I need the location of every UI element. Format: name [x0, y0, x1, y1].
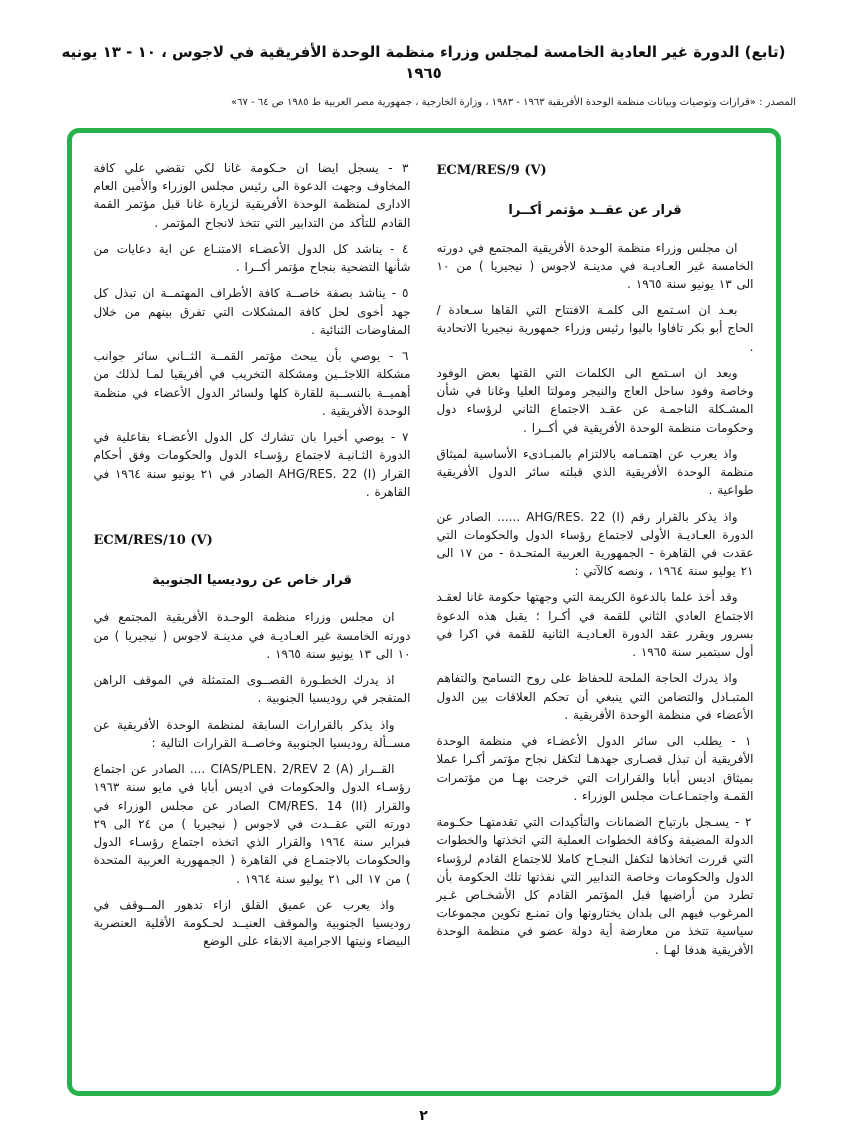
- source-line: المصدر : «قرارات وتوصيات وبيانات منظمة الوحدة الأفريقية ١٩٦٣ - ١٩٨٣ ، وزارة الخارجية ، جمهورية مصر العربية ط ١٩٨٥ ص ٦٤ - ٦٧»: [230, 97, 796, 108]
- paragraph: القــرار CIAS/PLEN. 2/REV 2 (A) .... الصادر عن اجتماع رؤسـاء الدول والحكومات في اديس أبابا في مايو سنة ١٩٦٣ والقرار CM/RES. 14 (II) الصادر عن مجلس الوزراء في دورته التي عقــدت في لاجوس ( نيجيريا ) من ٢٤ الى ٢٩ فبراير سنة ١٩٦٤ والقرار الذي اتخذه اجتماع رؤسـاء الدول والحكومات بالاجتمـاع في القاهرة ( الجمهورية العربية المتحدة ) من ١٧ الى ٢١ يوليو سنة ١٩٦٤ .: [93, 762, 411, 886]
- paragraph: ان مجلس وزراء منظمة الوحـدة الأفريقية المجتمع في دورته الخامسة غير العـاديـة في مدينـة لاجوس ( نيجيريا ) من ١٠ الى ١٣ يونيو سنة ١٩٦٥ .: [93, 610, 411, 661]
- paragraph: واذ يدرك الحاجة الملحة للحفاظ على روح التسامح والتفاهم المتبـادل والتضامن التي ينبغي أن تحكم العلاقات بين الدول الأعضاء في منظمة الوحدة الأفريقية .: [436, 671, 754, 722]
- resolution-title-southern-rhodesia: قرار خاص عن روديسيا الجنوبية: [152, 572, 352, 588]
- paragraph-point-4: ٤ - يناشد كل الدول الأعضـاء الامتنـاع عن اية دعايات من شأنها التضحية بنجاح مؤتمر أكــرا .: [93, 241, 411, 275]
- paragraph: واذ يذكر بالقرار رقم AHG/RES. 22 (I) ...... الصادر عن الدورة العـاديـة الأولى لاجتماع رؤساء الدول والحكومات التي عقدت في القاهرة - الجمهورية العربية المتحـدة - من ١٧ الى ٢١ يوليو سنة ١٩٦٤ ، ونصه كالآتي :: [436, 509, 754, 579]
- resolution-ref-ecm-res-10: ECM/RES/10 (V): [93, 532, 213, 548]
- paragraph: وبعد ان اسـتمع الى الكلمات التي القتها بعض الوفود وخاصة وفود ساحل العاج والنيجر ومولتا العليا وغانا في شأن المشـكلة الناجمـة عن عقـد الاجتماع الثاني لرؤساء دول وحكومات منظمة الوحدة الأفريقية في أكــرا .: [436, 365, 754, 435]
- paragraph: واذ يذكر بالقرارات السابقة لمنظمة الوحدة الأفريقية عن مســألة روديسيا الجنوبية وخاصــة القرارات التالية :: [93, 717, 411, 750]
- paragraph-point-2: ٢ - يسـجل بارتياح الضمانات والتأكيدات التي تقدمتهـا حكـومة الدولة المضيفة وكافة الخطوات العملية التي اتخذتها والخطوات التي قررت اتخاذها لتكفل النجـاح كاملا للاجتماع القادم لرؤساء الدول والحكومات وخاصة التدابير التي نفذتها تلك الحكومة بأن تطرد من أراضيها قبل المؤتمر القادم كل الأشخـاص غـير المرغوب فيهم الى بلدان يختارونها وان تمنـع تكوين مجموعات سياسية تتخذ من معارضة أية دولة عضو في منظمة الوحدة الأفريقية هدفا لهـا .: [436, 815, 754, 957]
- page-header: [45, 42, 802, 108]
- paragraph-point-5: ٥ - يناشد بصفة خاصــة كافة الأطراف المهتمــة ان تبذل كل جهد أخوى لحل كافة المشكلات التي تفرق بينهم من خلال المفاوضات الثنائية .: [93, 286, 411, 337]
- header-title: (تابع) الدورة غير العادية الخامسة لمجلس وزراء منظمة الوحدة الأفريقية في لاجوس ، ١٠ - ١٣ يونيه ١٩٦٥: [61, 43, 786, 82]
- paragraph: واذ يعرب عن اهتمـامه بالالتزام بالمبـادىء الأساسية لميثاق منظمة الوحدة الأفريقية الذي قبلته سائر الدول الأفريقية طواعية .: [436, 446, 754, 498]
- column-right: [437, 159, 754, 1075]
- paragraph-point-7: ٧ - يوصي أخيرا بان تشارك كل الدول الأعضـاء بفاعلية في الدورة الثـانيـة لاجتماع رؤسـاء الدول والحكومات وفق أحكام القرار AHG/RES. 22 (I) الصادر في ٢١ يونيو سنة ١٩٦٤ في القاهرة .: [93, 430, 411, 499]
- paragraph: واذ يعرب عن عميق القلق ازاء تدهور المــوقف في روديسيا الجنوبية والموقف العنيــد لحـكومة الأقلية العنصرية البيضاء ونيتها الاجرامية الابقاء على الوضع: [93, 897, 411, 949]
- paragraph-point-1: ١ - يطلب الى سائر الدول الأعضـاء في منظمة الوحدة الأفريقية أن تبذل قصـارى جهدهـا لتكفل نجاح مؤتمر أكـرا عملا بميثاق اديس أبابا والقرارات التي خرجت بهـا من مؤتمرات القمـة واجتمـاعـات مجلس الوزراء .: [436, 734, 754, 803]
- resolution-ref-ecm-res-9: ECM/RES/9 (V): [436, 163, 547, 178]
- paragraph: بعـد ان اسـتمع الى كلمـة الافتتاح التي القاها سـعادة / الحاج أبو بكر تافاوا باليوا رئيس وزراء جمهورية نيجيريا الاتحادية .: [436, 303, 754, 354]
- resolutions-frame: [67, 128, 781, 1096]
- paragraph-point-3: ٣ - يسجل ايضا ان حـكومة غانا لكي تقضي علي كافة المخاوف وجهت الدعوة الى رئيس مجلس الوزراء والأمين العام الادارى لمنظمة الوحدة الأفريقية لزيارة غانا قبل مؤتمر القمة القادم للتأكد من التدابير التي تتخذ لانجاح المؤتمر .: [93, 161, 411, 230]
- column-left: [94, 159, 411, 1075]
- paragraph: ان مجلس وزراء منظمة الوحدة الأفريقية المجتمع في دورته الخامسة غير العـاديـة في مدينـة لاجوس ( نيجيريا ) من ١٠ الى ١٣ يونيو سنة ١٩٦٥ .: [436, 240, 754, 291]
- resolution-title-accra-conference: قرار عن عقــد مؤتمر أكــرا: [508, 202, 682, 218]
- paragraph: اذ يدرك الخطـورة القصــوى المتمثلة في الموقف الراهن المتفجر في روديسيا الجنوبية .: [93, 673, 411, 706]
- page-number: ٢: [419, 1108, 428, 1124]
- paragraph-point-6: ٦ - يوصي بأن يبحث مؤتمر القمــة الثــاني سائر جوانب مشكلة اللاجئــين ومشكلة التخريب في أفريقيا لمـا لذلك من أهميــة بالنســبة للقارة كلها ولسائر الدول الأعضاء في منظمة الوحدة الأفريقية .: [93, 349, 411, 418]
- paragraph: وقد أخذ علما بالدعوة الكريمة التي وجهتها حكومة غانا لعقـد الاجتماع العادي الثاني للقمة في أكـرا ؛ يقبل هذه الدعوة بسرور ويقرر عقد الدورة العـاديـة الثانية للقمة في اكرا في أول سبتمبر سنة ١٩٦٥ .: [436, 590, 754, 660]
